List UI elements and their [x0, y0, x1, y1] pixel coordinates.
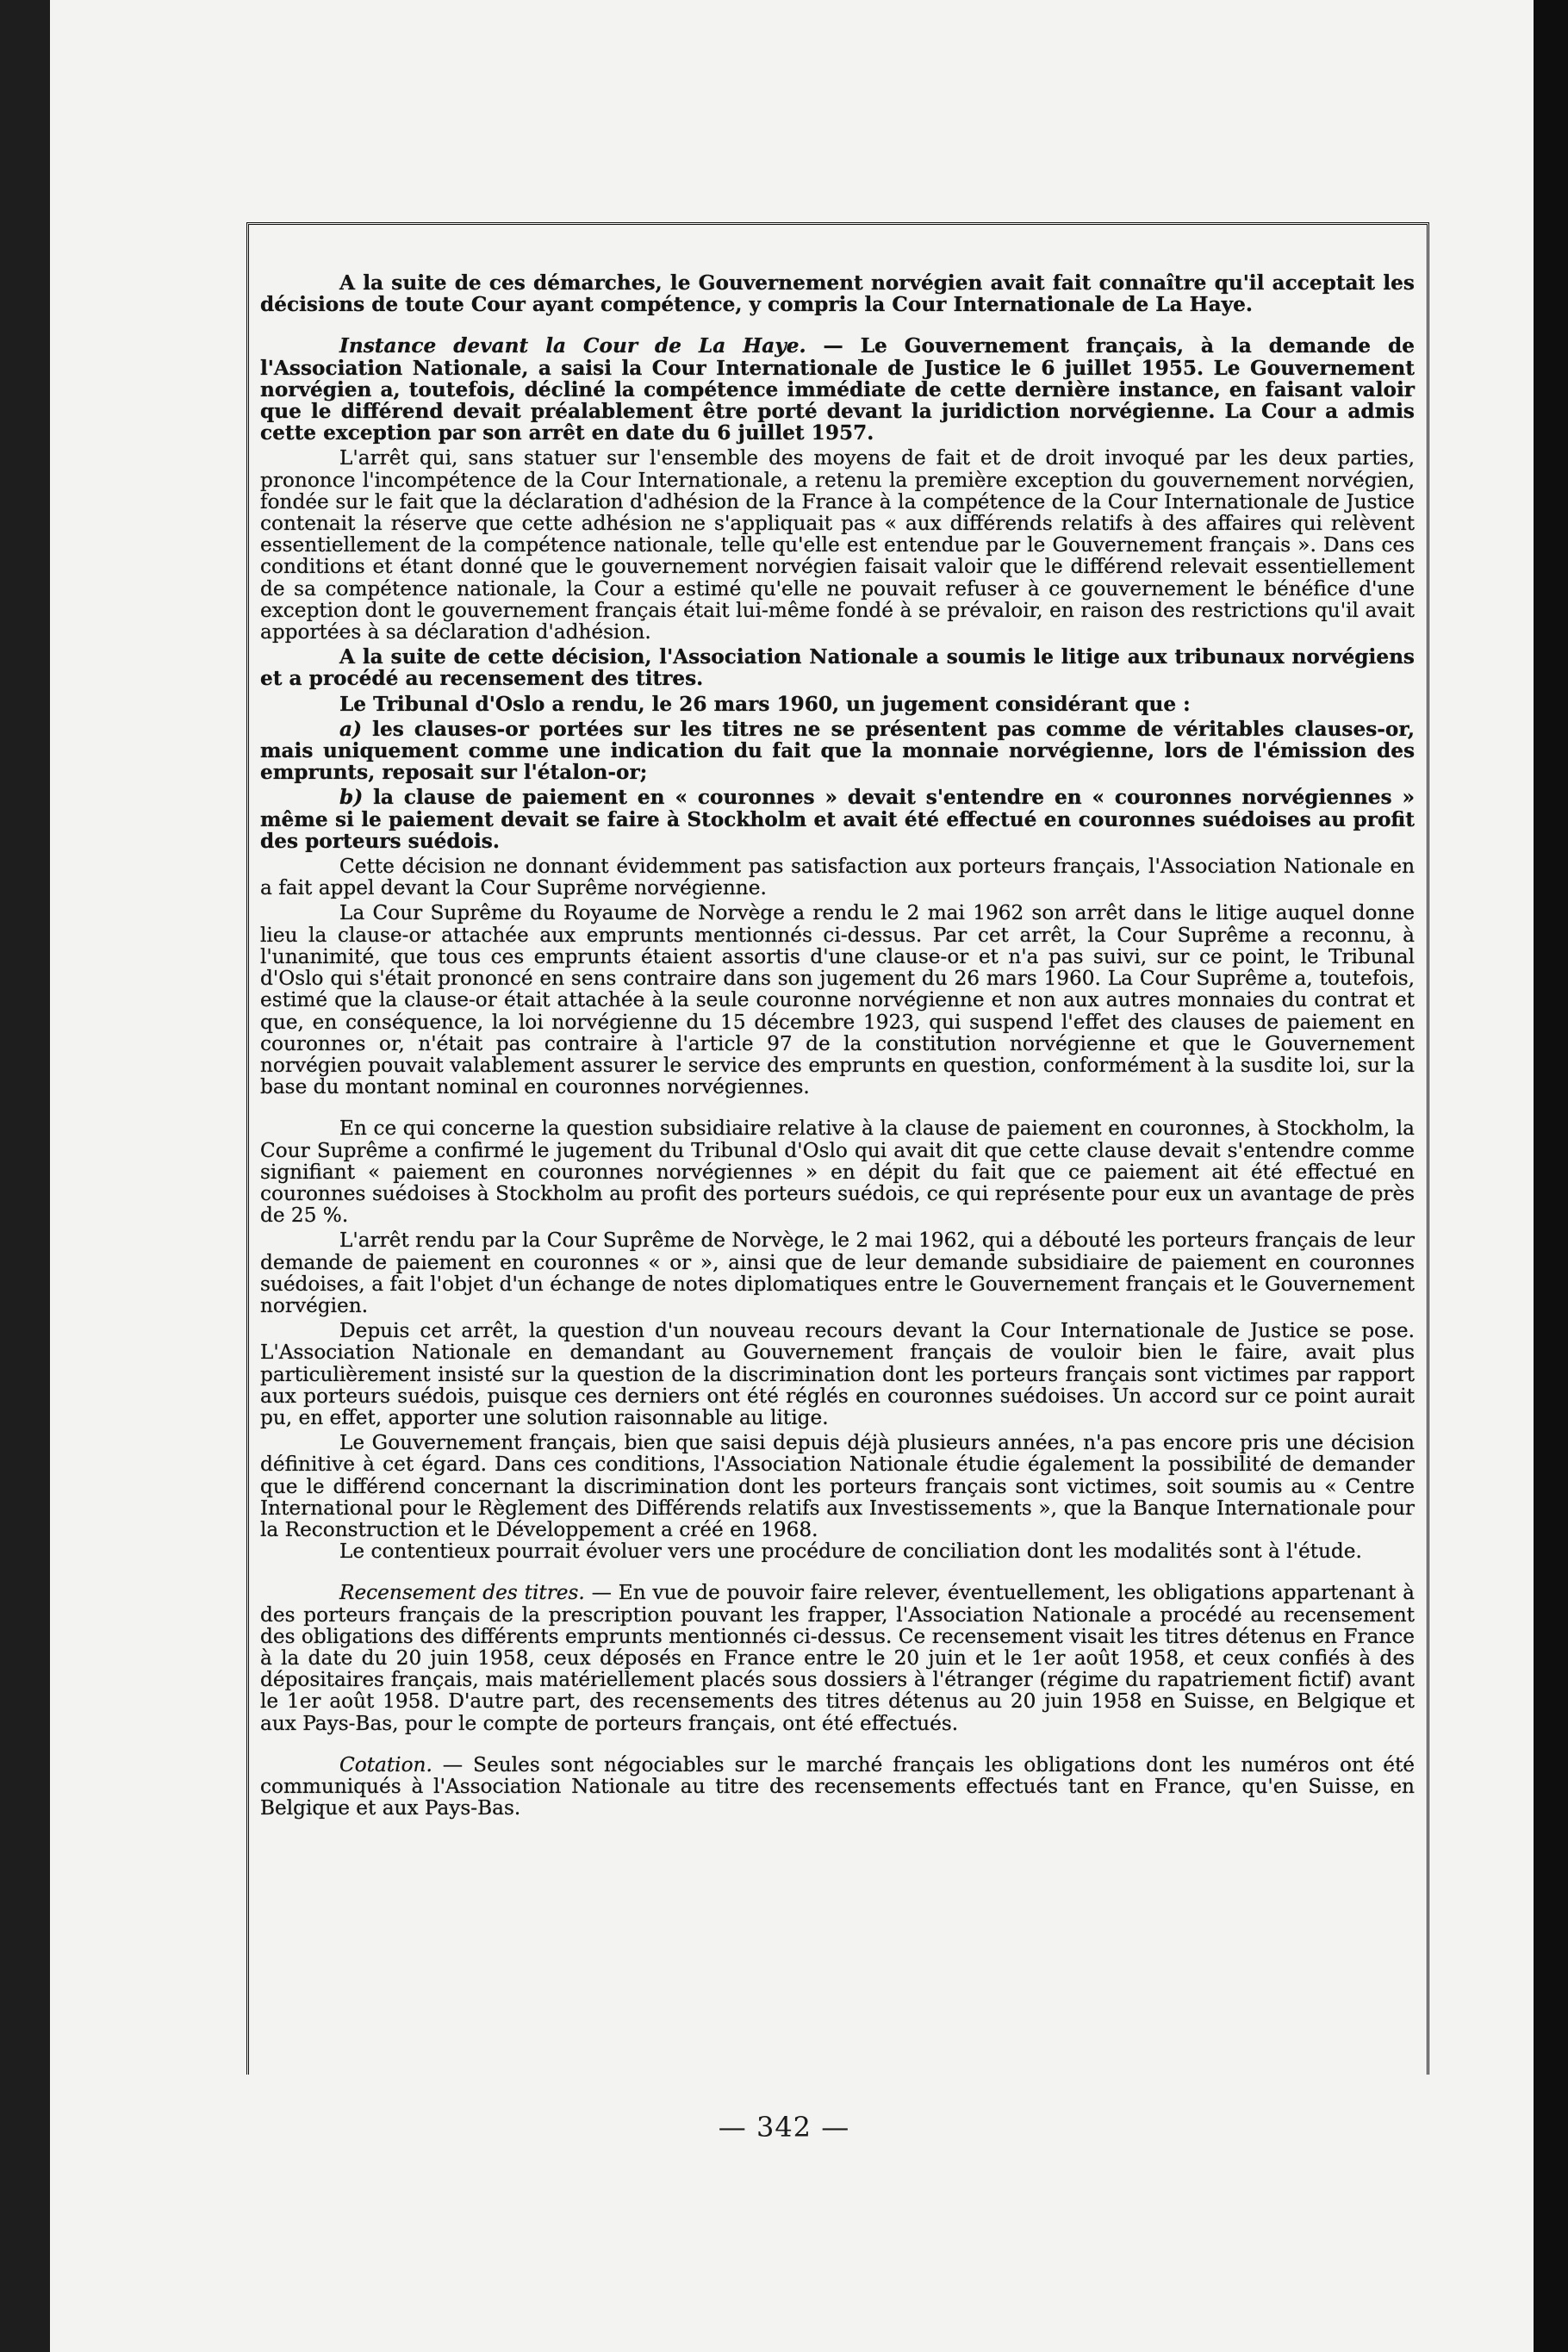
paragraph-question-subsidiaire: En ce qui concerne la question subsidiaire relative à la clause de paiement en couronnes, à Stockholm, la Cour Suprême a confirmé le jugement du Tribunal d'Oslo qui avait dit que cette clause devait s'entendre comme signifiant « paiement en couronnes norvégiennes » en dépit du fait que ce paiement ait été effectué en couronnes suédoises à Stockholm au profit des porteurs suédois, ce qui représente pour eux un avantage de près de 25 %. [260, 1117, 1415, 1228]
paragraph-arret-debouté: L'arrêt rendu par la Cour Suprême de Norvège, le 2 mai 1962, qui a débouté les porteurs français de leur demande de paiement en couronnes « or », ainsi que de leur demande subsidiaire de paiement en couronnes suédoises, a fait l'objet d'un échange de notes diplomatiques entre le Gouvernement français et le Gouvernement norvégien. [260, 1229, 1415, 1317]
paragraph-contentieux: Le contentieux pourrait évoluer vers une procédure de conciliation dont les modalités sont à l'étude. [339, 1540, 1362, 1564]
page-number: — 342 — [718, 2111, 850, 2144]
paragraph-cour-supreme: La Cour Suprême du Royaume de Norvège a rendu le 2 mai 1962 son arrêt dans le litige auquel donne lieu la clause-or attachée aux emprunts mentionnés ci-dessus. Par cet arrêt, la Cour Suprême a reconnu, à l'unanimité, que tous ces emprunts étaient assortis d'une clause-or et n'a pas suivi, sur ce point, le Tribunal d'Oslo qui s'était prononcé en sens contraire dans son jugement du 26 mars 1960. La Cour Suprême a, toutefois, estimé que la clause-or était attachée à la seule couronne norvégienne et non aux autres monnaies du contrat et que, en conséquence, la loi norvégienne du 15 décembre 1923, qui suspend l'effet des clauses de paiement en couronnes or, n'était pas contraire à l'article 97 de la constitution norvégienne et que le Gouvernement norvégien pouvait valablement assurer le service des emprunts en question, conformément à la susdite loi, sur la base du montant nominal en couronnes norvégiennes. [260, 901, 1415, 1099]
paragraph-tribunal-oslo: Le Tribunal d'Oslo a rendu, le 26 mars 1960, un jugement considérant que : [339, 692, 1191, 716]
paragraph-item-b: b) la clause de paiement en « couronnes » devait s'entendre en « couronnes norvégiennes » même si le paiement devait se faire à Stockholm et avait été effectué en couronnes suédoises au profit des porteurs suédois. [260, 786, 1415, 853]
section-heading-instance: Instance devant la Cour de La Haye. [339, 334, 806, 358]
scan-edge [1534, 0, 1568, 2352]
document-body [260, 272, 1415, 2073]
paragraph-1: A la suite de ces démarches, le Gouvernement norvégien avait fait connaître qu'il acceptait les décisions de toute Cour ayant compétence, y compris la Cour Internationale de La Haye. [260, 271, 1415, 317]
paragraph-instance-la-haye: Instance devant la Cour de La Haye. — Le Gouvernement français, à la demande de l'Association Nationale, a saisi la Cour Internationale de Justice le 6 juillet 1955. Le Gouvernement norvégien a, toutefois, décliné la compétence immédiate de cette dernière instance, en faisant valoir que le différend devait préalablement être porté devant la juridiction norvégienne. La Cour a admis cette exception par son arrêt en date du 6 juillet 1957. [260, 334, 1416, 445]
paragraph-cotation: Cotation. — Seules sont négociables sur le marché français les obligations dont les numéros ont été communiqués à l'Association Nationale au titre des recensements effectués tant en France, qu'en Suisse, en Belgique et aux Pays-Bas. [260, 1752, 1415, 1820]
section-heading-recensement: Recensement des titres. [339, 1581, 585, 1605]
paragraph-gouvernement-francais: Le Gouvernement français, bien que saisi depuis déjà plusieurs années, n'a pas encore pris une décision définitive à cet égard. Dans ces conditions, l'Association Nationale étudie également la possibilité de demander que le différend concernant la discrimination dont les porteurs français sont victimes, soit soumis au « Centre International pour le Règlement des Différends relatifs aux Investissements », que la Banque Internationale pour la Reconstruction et le Développement a créé en 1968. [260, 1431, 1415, 1541]
paragraph-suite-decision: A la suite de cette décision, l'Association Nationale a soumis le litige aux tribunaux norvégiens et a procédé au recensement des titres. [260, 645, 1415, 691]
paragraph-item-a: a) les clauses-or portées sur les titres ne se présentent pas comme de véritables clauses-or, mais uniquement comme une indication du fait que la monnaie norvégienne, lors de l'émission des emprunts, reposait sur l'étalon-or; [260, 717, 1415, 785]
paragraph-arret: L'arrêt qui, sans statuer sur l'ensemble des moyens de fait et de droit invoqué par les deux parties, prononce l'incompétence de la Cour Internationale, a retenu la première exception du gouvernement norvégien, fondée sur le fait que la déclaration d'adhésion de la France à la compétence de la Cour Internationale de Justice contenait la réserve que cette adhésion ne s'appliquait pas « aux différends relatifs à des affaires qui relèvent essentiellement de la compétence nationale, telle qu'elle est entendue par le Gouvernement français ». Dans ces conditions et étant donné que le gouvernement norvégien faisait valoir que le différend relevait essentiellement de sa compétence nationale, la Cour a estimé qu'elle ne pouvait refuser à ce gouvernement le bénéfice d'une exception dont le gouvernement français était lui-même fondé à se prévaloir, en raison des restrictions qu'il avait apportées à sa déclaration d'adhésion. [260, 446, 1415, 644]
section-heading-cotation: Cotation. [339, 1752, 432, 1776]
paragraph-nouveau-recours: Depuis cet arrêt, la question d'un nouveau recours devant la Cour Internationale de Justice se pose. L'Association Nationale en demandant au Gouvernement français de vouloir bien le faire, avait plus particulièrement insisté sur la question de la discrimination dont les porteurs français sont victimes par rapport aux porteurs suédois, puisque ces derniers ont été réglés en couronnes suédoises. Un accord sur ce point aurait pu, en effet, apporter une solution raisonnable au litige. [260, 1319, 1415, 1429]
paragraph-recensement: Recensement des titres. — En vue de pouvoir faire relever, éventuellement, les obligations appartenant à des porteurs français de la prescription pouvant les frapper, l'Association Nationale a procédé au recensement des obligations des différents emprunts mentionnés ci-dessus. Ce recensement visait les titres détenus en France à la date du 20 juin 1958, ceux déposés en France entre le 20 juin et le 1er août 1958, et ceux confiés à des dépositaires français, mais matériellement placés sous dossiers à l'étranger (régime du rapatriement fictif) avant le 1er août 1958. D'autre part, des recensements des titres détenus au 20 juin 1958 en Suisse, en Belgique et aux Pays-Bas, pour le compte de porteurs français, ont été effectués. [260, 1581, 1415, 1735]
paragraph-appel: Cette décision ne donnant évidemment pas satisfaction aux porteurs français, l'Association Nationale en a fait appel devant la Cour Suprême norvégienne. [260, 855, 1415, 900]
